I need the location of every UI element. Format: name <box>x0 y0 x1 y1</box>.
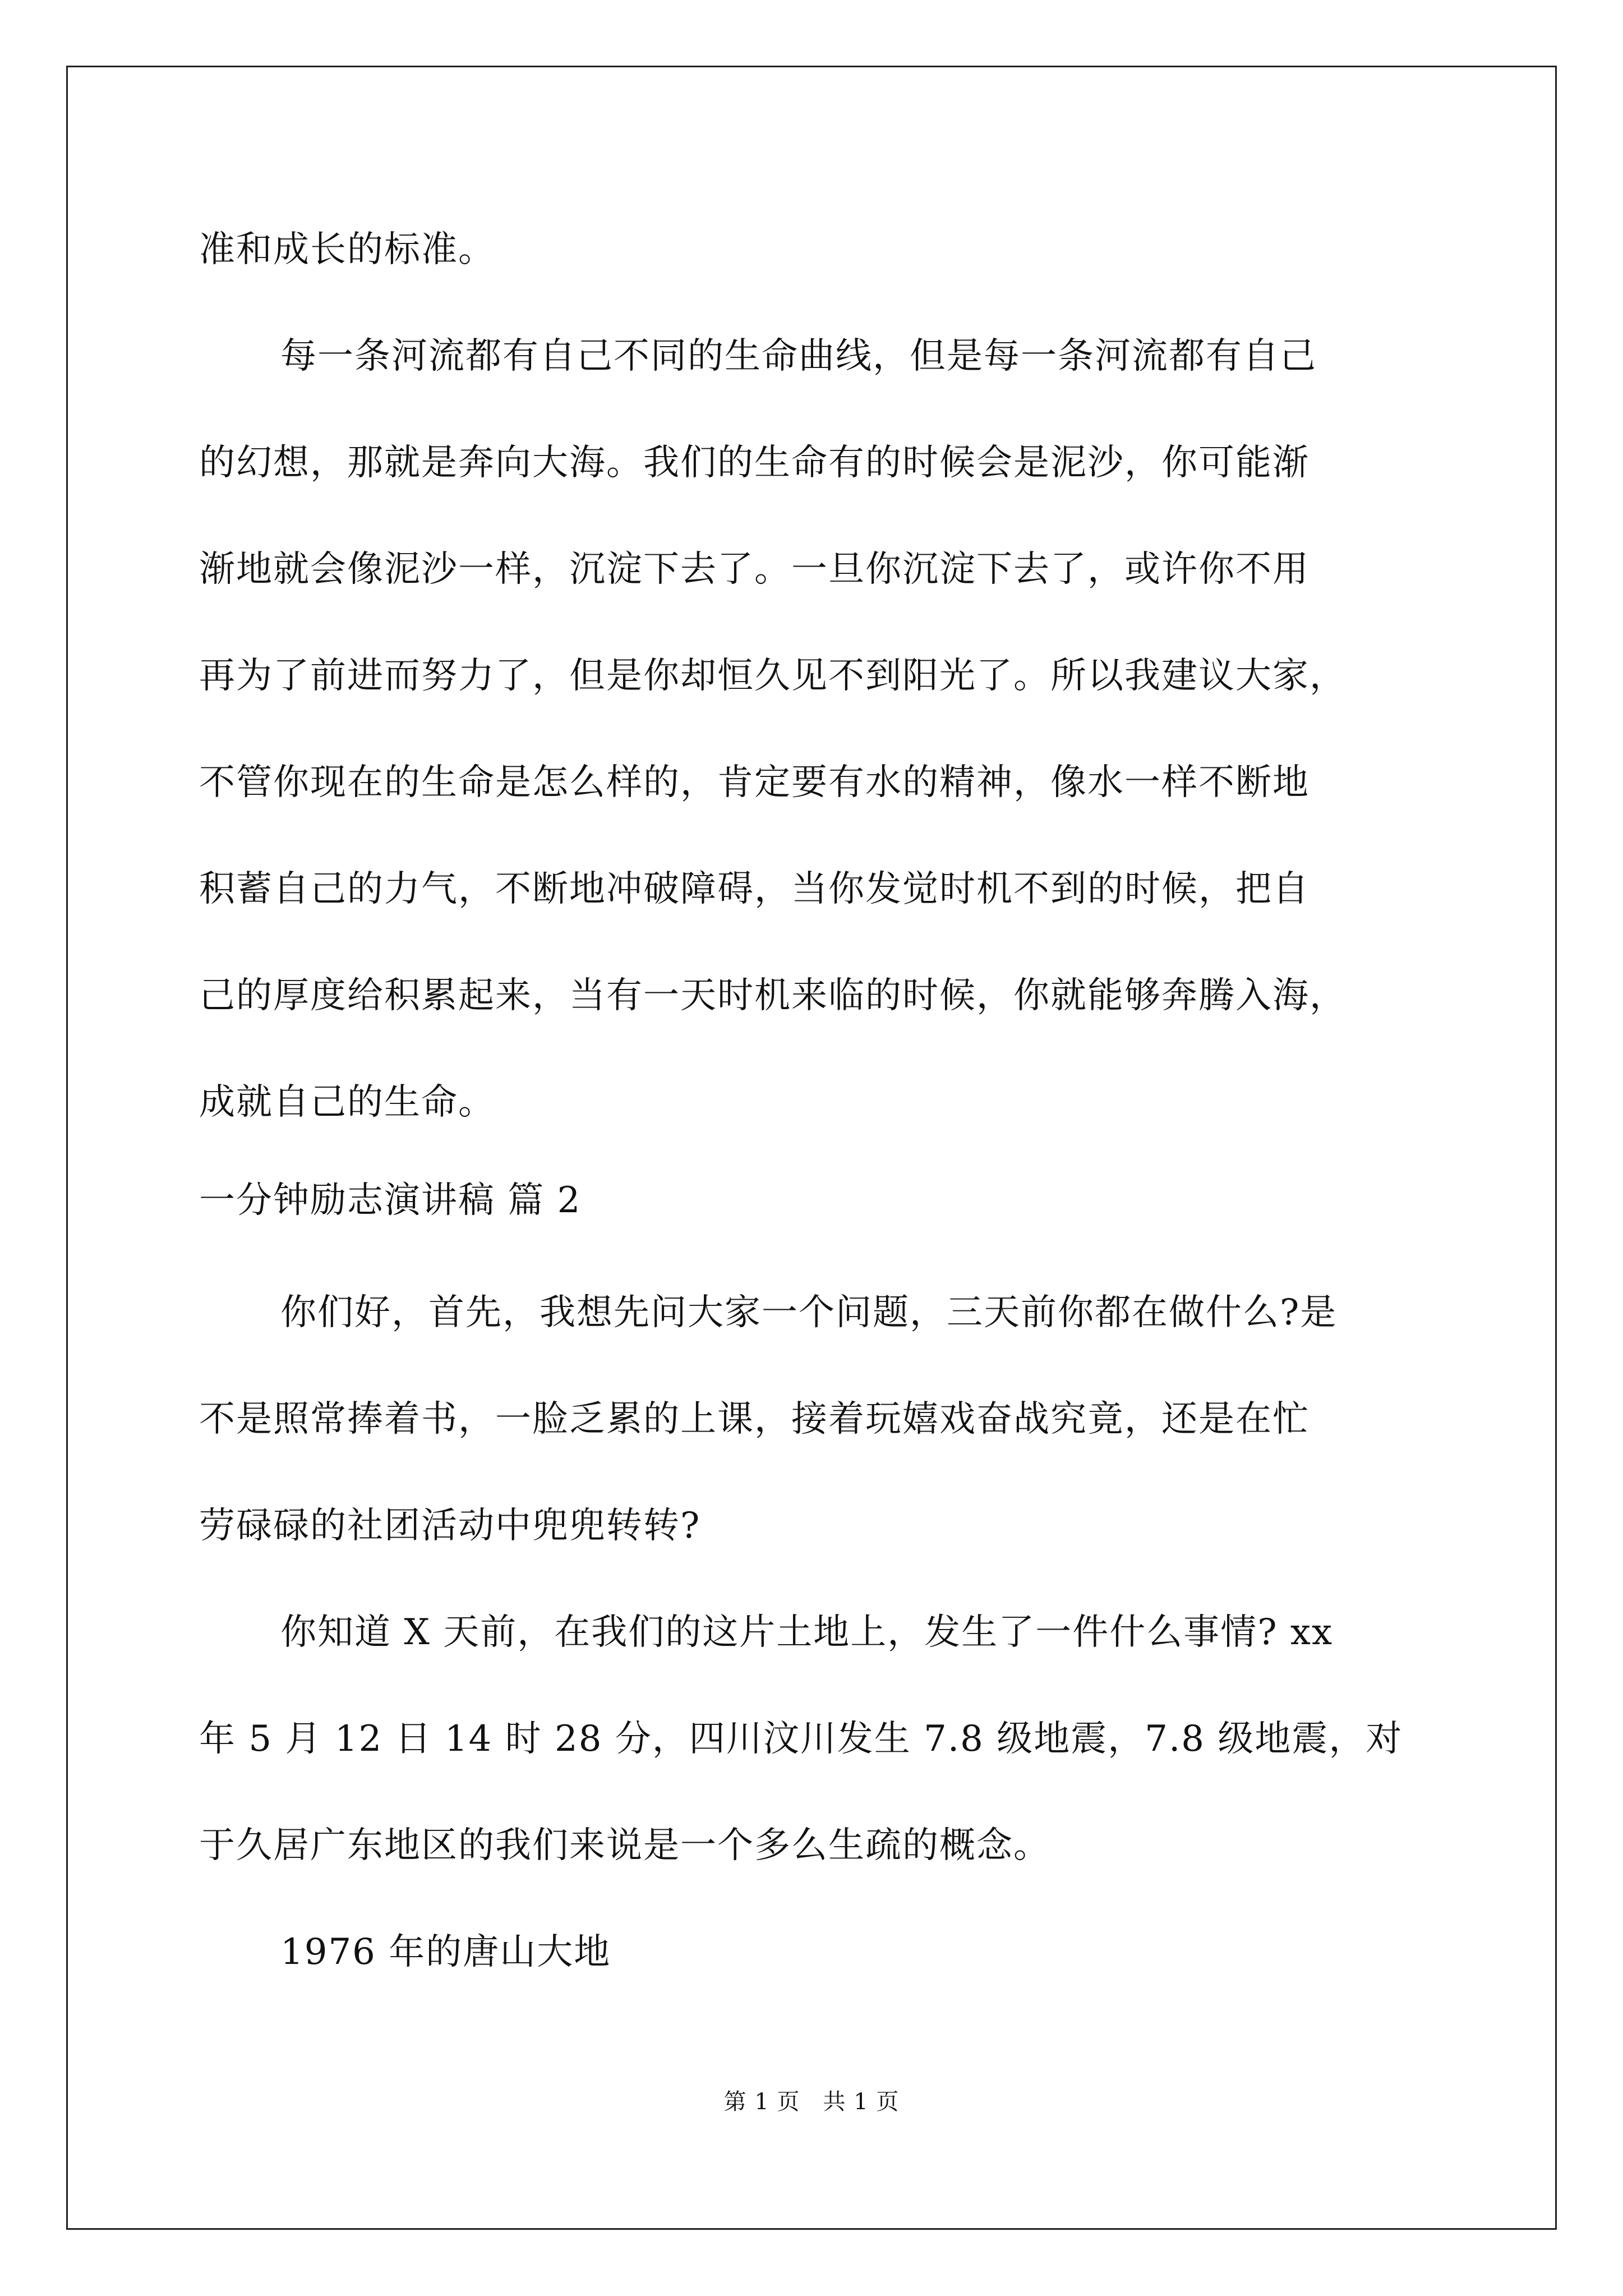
page-frame <box>66 66 1557 2230</box>
text-line: 渐地就会像泥沙一样，沉淀下去了。一旦你沉淀下去了，或许你不用 <box>199 549 1310 590</box>
text-line: 己的厚度给积累起来，当有一天时机来临的时候，你就能够奔腾入海， <box>199 975 1347 1016</box>
paragraph-start-line: 每一条河流都有自己不同的生命曲线，但是每一条河流都有自己 <box>280 335 1317 377</box>
section-heading: 一分钟励志演讲稿 篇 2 <box>199 1180 582 1221</box>
text-line: 的幻想，那就是奔向大海。我们的生命有的时候会是泥沙，你可能渐 <box>199 442 1310 484</box>
text-line: 准和成长的标准。 <box>199 229 495 270</box>
text-line: 积蓄自己的力气，不断地冲破障碍，当你发觉时机不到的时候，把自 <box>199 868 1310 910</box>
paragraph-start-line: 1976 年的唐山大地 <box>280 1931 611 1973</box>
text-line: 成就自己的生命。 <box>199 1082 495 1123</box>
paragraph-start-line: 你知道 X 天前，在我们的这片土地上，发生了一件什么事情? xx <box>280 1612 1334 1653</box>
page-number-footer: 第 1 页 共 1 页 <box>723 2089 900 2115</box>
text-line: 年 5 月 12 日 14 时 28 分，四川汶川发生 7.8 级地震，7.8 级地震，对 <box>199 1718 1403 1760</box>
text-line: 再为了前进而努力了，但是你却恒久见不到阳光了。所以我建议大家， <box>199 655 1347 697</box>
text-line: 于久居广东地区的我们来说是一个多么生疏的概念。 <box>199 1825 1050 1866</box>
paragraph-start-line: 你们好，首先，我想先问大家一个问题，三天前你都在做什么?是 <box>280 1292 1338 1333</box>
text-line: 不管你现在的生命是怎么样的，肯定要有水的精神，像水一样不断地 <box>199 762 1310 803</box>
text-line: 劳碌碌的社团活动中兜兜转转? <box>199 1505 701 1547</box>
text-line: 不是照常捧着书，一脸乏累的上课，接着玩嬉戏奋战究竟，还是在忙 <box>199 1398 1310 1440</box>
